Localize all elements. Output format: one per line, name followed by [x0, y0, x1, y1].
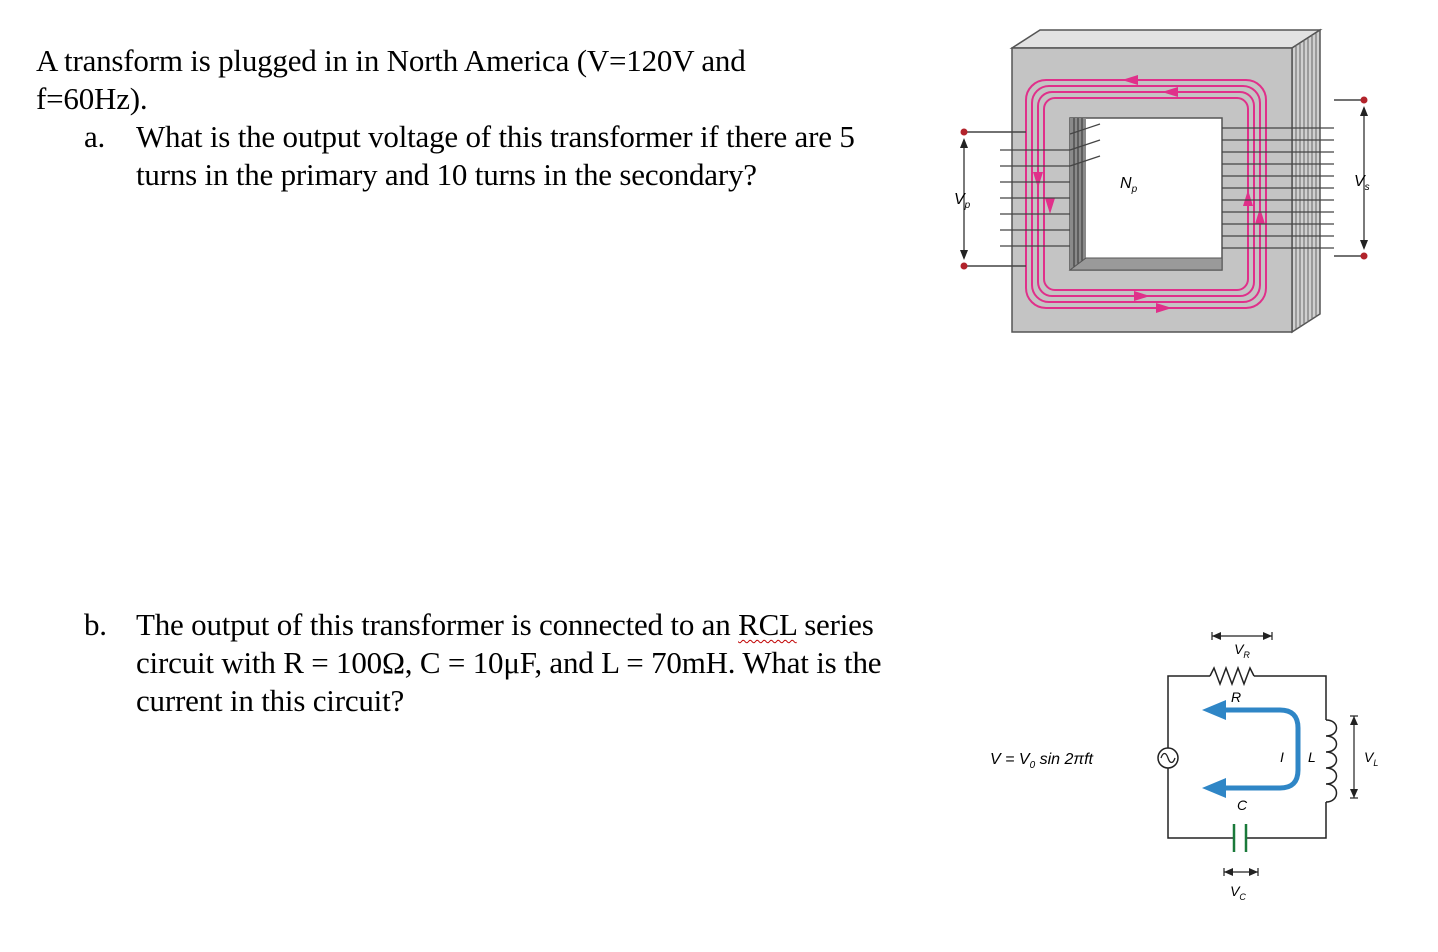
circuit-wires	[1168, 676, 1326, 838]
inductor-label: L	[1308, 749, 1316, 765]
question-a-marker: a.	[84, 119, 106, 154]
intro-line-1: A transform is plugged in in North America (V=120V and	[36, 43, 746, 78]
core-window	[1070, 118, 1222, 270]
primary-terminal-bottom	[961, 263, 968, 270]
inductor-voltage-indicator	[1350, 716, 1358, 798]
question-a-line-2: turns in the primary and 10 turns in the secondary?	[136, 157, 757, 192]
inductor-symbol	[1326, 720, 1337, 802]
question-b-line-1-end: series	[796, 607, 874, 642]
question-b-line-1	[136, 606, 881, 644]
spellcheck-flagged-word: RCL	[738, 607, 797, 642]
source-equation-label: $V = V_0$ sin 2πft	[990, 751, 1093, 771]
current-arrowhead-top	[1202, 700, 1226, 720]
current-label: I	[1280, 749, 1284, 765]
question-b-line-3: current in this circuit?	[136, 683, 405, 718]
question-b-line-2: circuit with R = 100Ω, C = 10μF, and L = 70mH. What is the	[136, 645, 882, 680]
question-a-text	[136, 118, 855, 194]
rlc-circuit-diagram	[990, 612, 1390, 912]
transformer-diagram	[940, 18, 1380, 348]
resistor-label: R	[1230, 689, 1242, 705]
question-b-marker: b.	[84, 607, 107, 642]
secondary-voltage-label: $V_s$	[1354, 173, 1370, 193]
resistor-symbol	[1210, 668, 1254, 684]
resistor-voltage-label: $V_R$	[1234, 641, 1250, 660]
question-a-line-1: What is the output voltage of this transformer if there are 5	[136, 119, 855, 154]
inductor-voltage-label: $V_L$	[1364, 749, 1379, 768]
current-arrow	[1224, 710, 1298, 788]
question-b-line-1-start: The output of this transformer is connected to an	[136, 607, 739, 642]
primary-terminal-top	[961, 129, 968, 136]
capacitor-symbol	[1234, 824, 1246, 852]
intro-line-2: f=60Hz).	[36, 81, 148, 116]
primary-voltage-label: $V_p$	[954, 191, 971, 211]
primary-turns-label: $N_p$	[1120, 175, 1138, 195]
capacitor-label: C	[1236, 797, 1248, 813]
current-arrowhead-bottom	[1202, 778, 1226, 798]
secondary-terminal-bottom	[1361, 253, 1368, 260]
secondary-terminal-top	[1361, 97, 1368, 104]
problem-intro	[36, 42, 746, 118]
capacitor-voltage-label: $V_C$	[1230, 883, 1246, 902]
question-b-text	[136, 606, 881, 720]
